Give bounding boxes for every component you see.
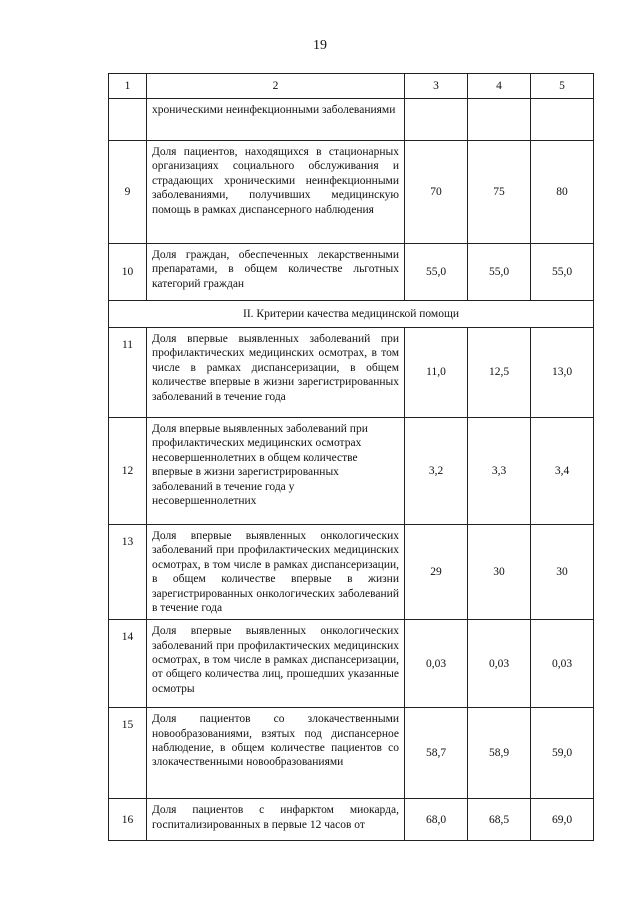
value-col3: 11,0 bbox=[405, 328, 468, 418]
value-col4: 68,5 bbox=[468, 799, 531, 841]
value-col5: 13,0 bbox=[531, 328, 594, 418]
row-text: Доля пациентов с инфарктом миокарда, госпитализированных в первые 12 часов от bbox=[147, 799, 405, 841]
section-row bbox=[109, 301, 594, 328]
table-row bbox=[109, 418, 594, 525]
header-cell: 2 bbox=[147, 74, 405, 99]
value-col3: 55,0 bbox=[405, 244, 468, 301]
table-row bbox=[109, 708, 594, 799]
value-col4: 30 bbox=[468, 525, 531, 620]
table-row bbox=[109, 328, 594, 418]
value-col3: 70 bbox=[405, 141, 468, 244]
value-col5: 0,03 bbox=[531, 620, 594, 708]
value-col4 bbox=[468, 99, 531, 141]
criteria-table bbox=[108, 73, 594, 841]
value-col4: 58,9 bbox=[468, 708, 531, 799]
table-row bbox=[109, 244, 594, 301]
table-row bbox=[109, 799, 594, 841]
table-header-row bbox=[109, 74, 594, 99]
row-number: 9 bbox=[109, 141, 147, 244]
value-col3 bbox=[405, 99, 468, 141]
header-cell: 1 bbox=[109, 74, 147, 99]
section-title: II. Критерии качества медицинской помощи bbox=[109, 301, 594, 328]
value-col4: 3,3 bbox=[468, 418, 531, 525]
row-number bbox=[109, 99, 147, 141]
row-number: 15 bbox=[109, 708, 147, 799]
value-col3: 29 bbox=[405, 525, 468, 620]
table-row bbox=[109, 99, 594, 141]
row-text: хроническими неинфекционными заболеваниями bbox=[147, 99, 405, 141]
value-col4: 0,03 bbox=[468, 620, 531, 708]
row-number: 12 bbox=[109, 418, 147, 525]
value-col4: 75 bbox=[468, 141, 531, 244]
table-row bbox=[109, 141, 594, 244]
row-number: 14 bbox=[109, 620, 147, 708]
value-col5: 59,0 bbox=[531, 708, 594, 799]
header-cell: 4 bbox=[468, 74, 531, 99]
table-row bbox=[109, 620, 594, 708]
row-text: Доля пациентов, находящихся в стационарных организациях социального обслуживания и страдающих хроническими неинфекционными заболеваниями, получивших медицинскую помощь в рамках диспансерного наблюдения bbox=[147, 141, 405, 244]
page-number: 19 bbox=[313, 38, 327, 53]
row-number: 13 bbox=[109, 525, 147, 620]
header-cell: 3 bbox=[405, 74, 468, 99]
row-text: Доля впервые выявленных заболеваний при профилактических медицинских осмотрах несовершеннолетних в общем количестве впервые в жизни зарегистрированных заболеваний в течение года у несовершеннолетних bbox=[147, 418, 405, 525]
table-row bbox=[109, 525, 594, 620]
row-number: 11 bbox=[109, 328, 147, 418]
value-col5: 55,0 bbox=[531, 244, 594, 301]
row-text: Доля впервые выявленных онкологических заболеваний при профилактических медицинских осмотрах, в том числе в рамках диспансеризации, от общего количества лиц, прошедших указанные осмотры bbox=[147, 620, 405, 708]
value-col5 bbox=[531, 99, 594, 141]
row-text: Доля граждан, обеспеченных лекарственными препаратами, в общем количестве льготных категорий граждан bbox=[147, 244, 405, 301]
value-col5: 69,0 bbox=[531, 799, 594, 841]
value-col3: 0,03 bbox=[405, 620, 468, 708]
row-text: Доля впервые выявленных заболеваний при профилактических медицинских осмотрах, в том числе в рамках диспансеризации, в общем количестве впервые в жизни зарегистрированных заболеваний в течение года bbox=[147, 328, 405, 418]
header-cell: 5 bbox=[531, 74, 594, 99]
row-number: 16 bbox=[109, 799, 147, 841]
value-col3: 68,0 bbox=[405, 799, 468, 841]
value-col4: 12,5 bbox=[468, 328, 531, 418]
row-text: Доля пациентов со злокачественными новообразованиями, взятых под диспансерное наблюдение, в общем количестве пациентов со злокачественными новообразованиями bbox=[147, 708, 405, 799]
value-col3: 58,7 bbox=[405, 708, 468, 799]
value-col5: 30 bbox=[531, 525, 594, 620]
value-col5: 3,4 bbox=[531, 418, 594, 525]
row-text: Доля впервые выявленных онкологических заболеваний при профилактических медицинских осмотрах, в том числе в рамках диспансеризации, в общем количестве впервые в жизни зарегистрированных онкологических заболеваний в течение года bbox=[147, 525, 405, 620]
value-col4: 55,0 bbox=[468, 244, 531, 301]
value-col3: 3,2 bbox=[405, 418, 468, 525]
value-col5: 80 bbox=[531, 141, 594, 244]
row-number: 10 bbox=[109, 244, 147, 301]
